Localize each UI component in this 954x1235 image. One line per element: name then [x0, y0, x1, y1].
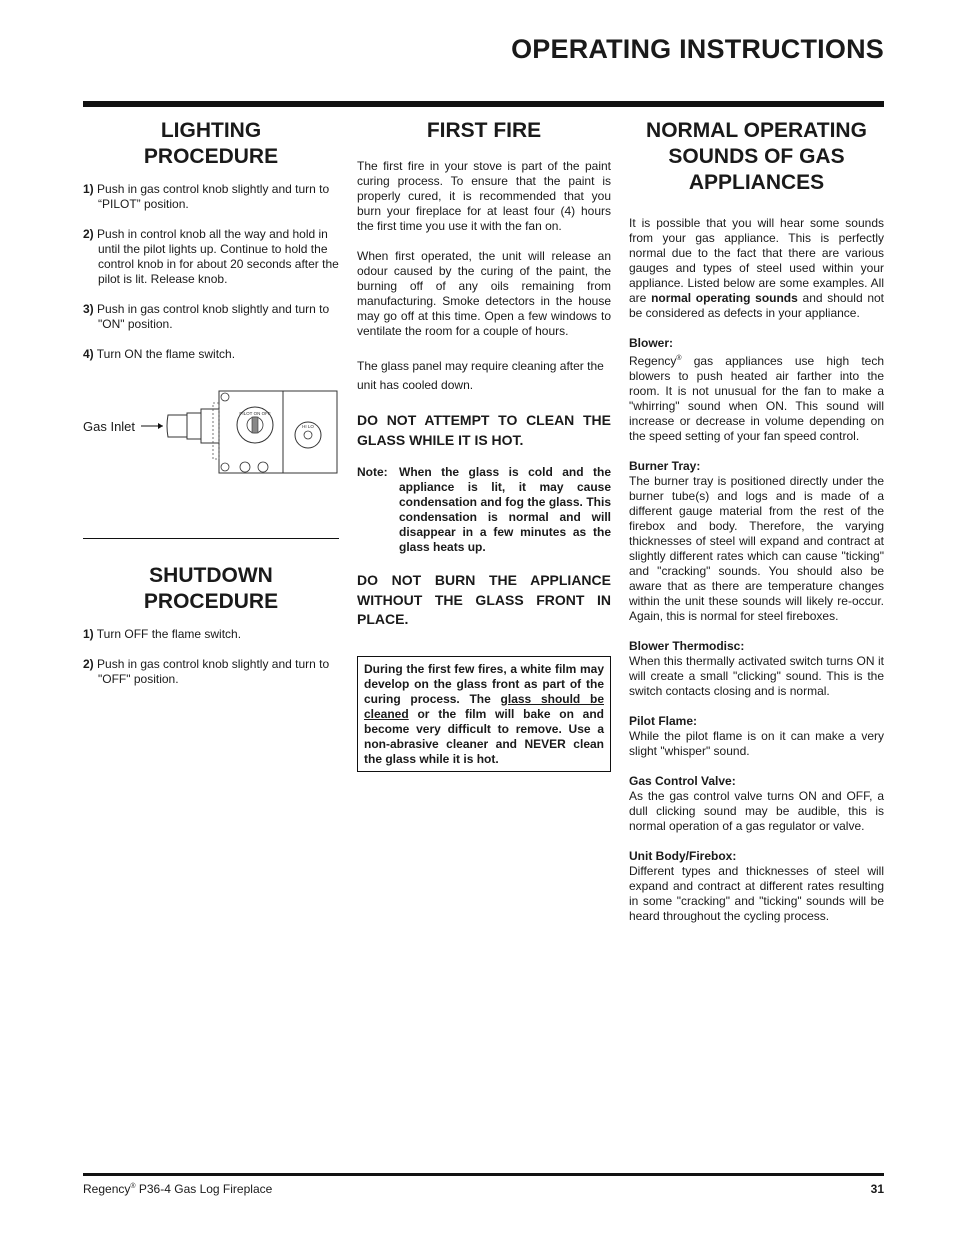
note-condensation	[357, 465, 611, 555]
warning-glass-front: DO NOT BURN THE APPLIANCE WITHOUT THE GLASS FRONT IN PLACE.	[357, 572, 611, 627]
gas-valve-diagram	[83, 385, 339, 483]
lighting-heading-line1: LIGHTING	[160, 119, 262, 142]
first-fire-para-2: When first operated, the unit will release an odour caused by the curing of the paint, the burning off of any oils remaining from manufacturing. Smoke detectors in the house may go off at this time. Open a few windows to ventilate the room for a couple of hours.	[357, 249, 611, 338]
column-first-fire	[357, 118, 611, 772]
gas-control-valve-text: As the gas control valve turns ON and OFF, a dull clicking sound may be audible, this is normal operation of a gas regulator or valve.	[629, 789, 884, 833]
note-text: When the glass is cold and the appliance is lit, it may cause condensation and fog the glass. This condensation is normal and will disappear in a few minutes as the glass heats up.	[399, 465, 611, 554]
bottom-rule	[83, 1173, 884, 1176]
sounds-heading-line2: SOUNDS OF GAS	[668, 145, 845, 168]
thermodisc-title: Blower Thermodisc:	[629, 639, 745, 653]
page-title: OPERATING INSTRUCTIONS	[511, 34, 884, 64]
sounds-intro: It is possible that you will hear some sounds from your gas appliance. This is perfectly normal due to the fact that there are various gauges and types of steel used within your appliance. Listed below are some examples. All are normal operating sounds and should not be considered as defects in your appliance.	[629, 216, 885, 320]
first-fire-caution-box: During the first few fires, a white film may develop on the glass front as part of the curing process. The glass should be cleaned or the film will bake on and become very difficult to remove. Use a non-abrasive cleaner and NEVER clean the glass while it is hot.	[357, 656, 611, 772]
gas-control-valve-title: Gas Control Valve:	[629, 774, 736, 788]
caution-underlined-text: glass should be cleaned	[364, 691, 604, 721]
warning-clean-glass: DO NOT ATTEMPT TO CLEAN THE GLASS WHILE IT IS HOT.	[357, 412, 611, 448]
pilot-flame-title: Pilot Flame:	[629, 714, 698, 728]
unit-body-title: Unit Body/Firebox:	[629, 849, 737, 863]
lighting-step-3: 3) Push in gas control knob slightly and turn to "ON" position.	[83, 302, 330, 331]
sounds-heading-line1: NORMAL OPERATING	[646, 119, 867, 142]
burner-tray-text: The burner tray is positioned directly under the burner tube(s) and logs and is made of a different gauge material from the rest of the firebox and body. Therefore, the varying thicknesses of steel will expand and contract at slightly different rates which can cause "ticking" and "cracking" sounds. You should also be aware that as there are temperature changes within the unit these sounds will likely re-occur. Again, this is normal for steel fireboxes.	[629, 474, 884, 623]
footer-page-number: 31	[870, 1182, 884, 1196]
blower-text: Regency® gas appliances use high tech blowers to push heated air farther into the room. It is not unusual for the fan to make a "whirring" sound when ON. This sound will increase or decrease in volume depending on the speed setting of your fan speed control.	[629, 354, 884, 443]
top-rule	[83, 101, 884, 107]
footer-product: Regency® P36-4 Gas Log Fireplace	[83, 1182, 273, 1196]
first-fire-para-3: The glass panel may require cleaning after the unit has cooled down.	[357, 359, 604, 392]
shutdown-heading	[83, 563, 339, 615]
gas-inlet-label: Gas Inlet	[83, 419, 136, 434]
pilot-flame-text: While the pilot flame is on it can make a very slight "whisper" sound.	[629, 729, 884, 758]
column-lighting-shutdown	[83, 118, 339, 687]
shutdown-step-2: 2) Push in gas control knob slightly and turn to "OFF" position.	[83, 657, 330, 686]
sounds-heading-line3: APPLIANCES	[688, 171, 825, 194]
sounds-heading	[629, 118, 884, 196]
first-fire-para-1: The first fire in your stove is part of the paint curing process. To ensure that the paint is properly cured, it is recommended that you burn your fireplace for at least four (4) hours the first time you use it with the fan on.	[357, 159, 611, 233]
lighting-heading-line2: PROCEDURE	[143, 145, 279, 168]
dial-label-text: HI LO	[302, 424, 314, 429]
shutdown-step-1: 1) Turn OFF the flame switch.	[83, 627, 242, 641]
sounds-intro-bold: normal operating sounds	[651, 291, 798, 305]
thermodisc-text: When this thermally activated switch turns ON it will create a small "clicking" sound. This is the switch contacts closing and is normal.	[629, 654, 884, 698]
lighting-step-4: 4) Turn ON the flame switch.	[83, 347, 236, 361]
burner-tray-title: Burner Tray:	[629, 459, 701, 473]
lighting-step-1: 1) Push in gas control knob slightly and turn to “PILOT” position.	[83, 182, 330, 211]
gas-valve-drawing	[83, 385, 339, 483]
knob-label-text: PILOT ON OFF	[239, 411, 271, 416]
column-operating-sounds	[629, 118, 884, 924]
unit-body-text: Different types and thicknesses of steel will expand and contract at different rates resulting in some "cracking" and "ticking" sounds will be heard throughout the cycling process.	[629, 864, 884, 923]
first-fire-heading: FIRST FIRE	[426, 119, 542, 142]
shutdown-heading-line2: PROCEDURE	[143, 590, 279, 613]
shutdown-heading-line1: SHUTDOWN	[149, 564, 273, 587]
blower-title: Blower:	[629, 336, 674, 350]
note-label: Note:	[357, 465, 388, 479]
lighting-heading	[83, 118, 339, 170]
lighting-step-2: 2) Push in control knob all the way and hold in until the pilot lights up. Continue to hold the control knob in for about 20 seconds after the pilot is lit. Release knob.	[83, 227, 339, 286]
